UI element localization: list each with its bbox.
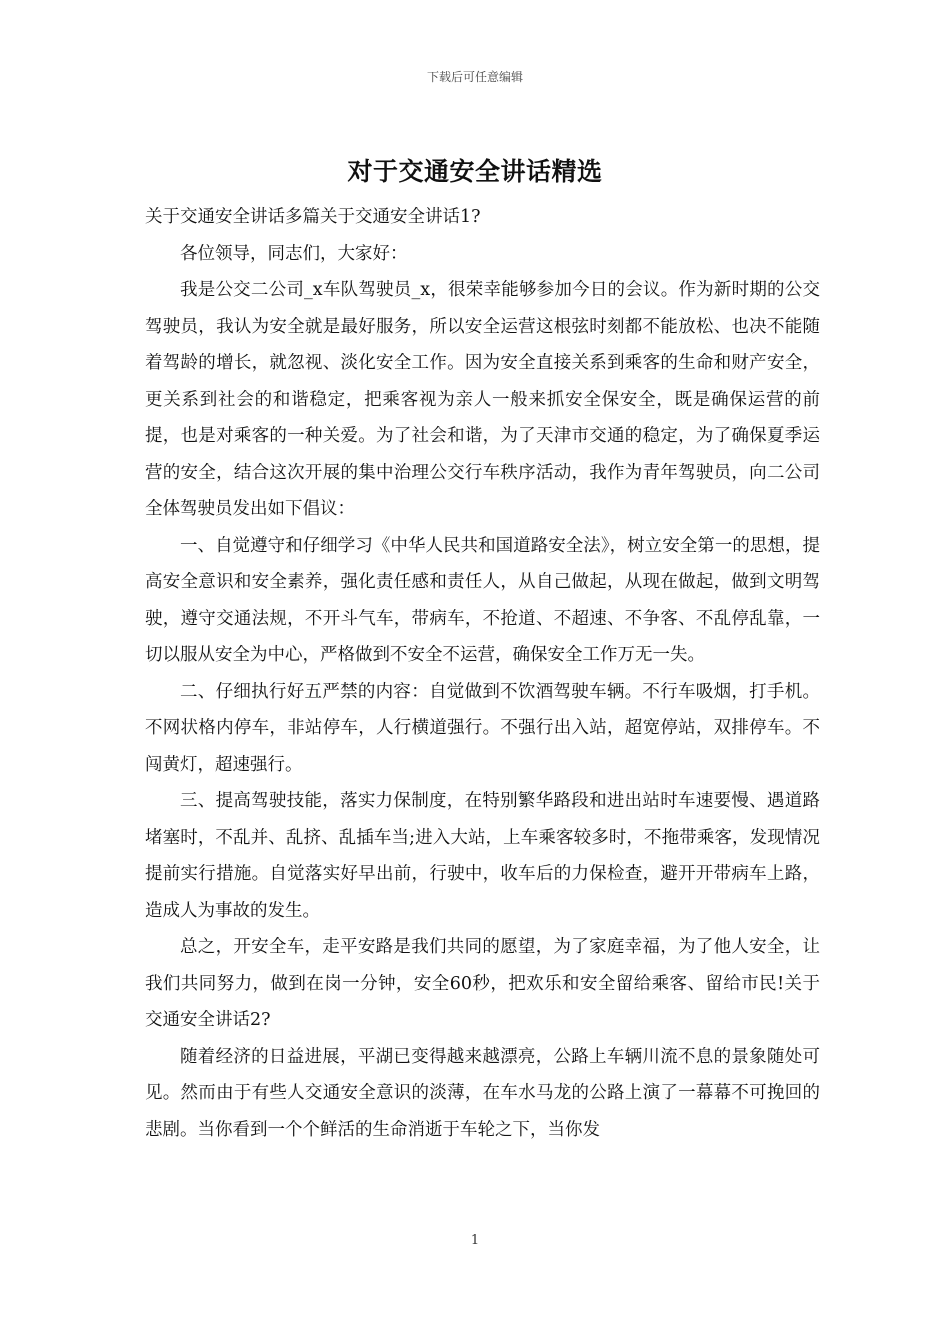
paragraph-point-three: 三、提高驾驶技能，落实力保制度，在特别繁华路段和进出站时车速要慢、遇道路堵塞时，不乱并、乱挤、乱插车当;进入大站，上车乘客较多时，不拖带乘客，发现情况提前实行措施。自觉落实好早出前，行驶中，收车后的力保检查，避开开带病车上路，造成人为事故的发生。	[145, 791, 820, 921]
paragraph-speech-two: 随着经济的日益进展，平湖已变得越来越漂亮，公路上车辆川流不息的景象随处可见。然而由于有些人交通安全意识的淡薄，在车水马龙的公路上演了一幕幕不可挽回的悲剧。当你看到一个个鲜活的生命消逝于车轮之下，当你发	[145, 1046, 820, 1140]
page-number: 1	[470, 1233, 480, 1248]
paragraph-point-one: 一、自觉遵守和仔细学习《中华人民共和国道路安全法》，树立安全第一的思想，提高安全意识和安全素养，强化责任感和责任人，从自己做起，从现在做起，做到文明驾驶，遵守交通法规，不开斗气车，带病车，不抢道、不超速、不争客、不乱停乱靠，一切以服从安全为中心，严格做到不安全不运营，确保安全工作万无一失。	[145, 535, 820, 665]
paragraph-greeting: 各位领导，同志们，大家好：	[180, 243, 408, 264]
page-title: 对于交通安全讲话精选	[347, 157, 603, 186]
paragraph-point-two: 二、仔细执行好五严禁的内容：自觉做到不饮酒驾驶车辆。不行车吸烟，打手机。不网状格内停车，非站停车，人行横道强行。不强行出入站，超宽停站，双排停车。不闯黄灯，超速强行。	[145, 681, 820, 775]
paragraph-conclusion: 总之，开安全车，走平安路是我们共同的愿望，为了家庭幸福，为了他人安全，让我们共同努力，做到在岗一分钟，安全60秒，把欢乐和安全留给乘客、留给市民!关于交通安全讲话2?	[145, 937, 820, 1030]
paragraph-intro: 我是公交二公司_x车队驾驶员_x，很荣幸能够参加今日的会议。作为新时期的公交驾驶员，我认为安全就是最好服务，所以安全运营这根弦时刻都不能放松、也决不能随着驾龄的增长，就忽视、淡化安全工作。因为安全直接关系到乘客的生命和财产安全，更关系到社会的和谐稳定，把乘客视为亲人一般来抓安全保安全，既是确保运营的前提，也是对乘客的一种关爱。为了社会和谐，为了天津市交通的稳定，为了确保夏季运营的安全，结合这次开展的集中治理公交行车秩序活动，我作为青年驾驶员，向二公司全体驾驶员发出如下倡议：	[145, 280, 820, 519]
paragraph-subtitle: 关于交通安全讲话多篇关于交通安全讲话1?	[145, 207, 481, 227]
document-body	[145, 199, 820, 1148]
header-note: 下载后可任意编辑	[426, 70, 523, 84]
